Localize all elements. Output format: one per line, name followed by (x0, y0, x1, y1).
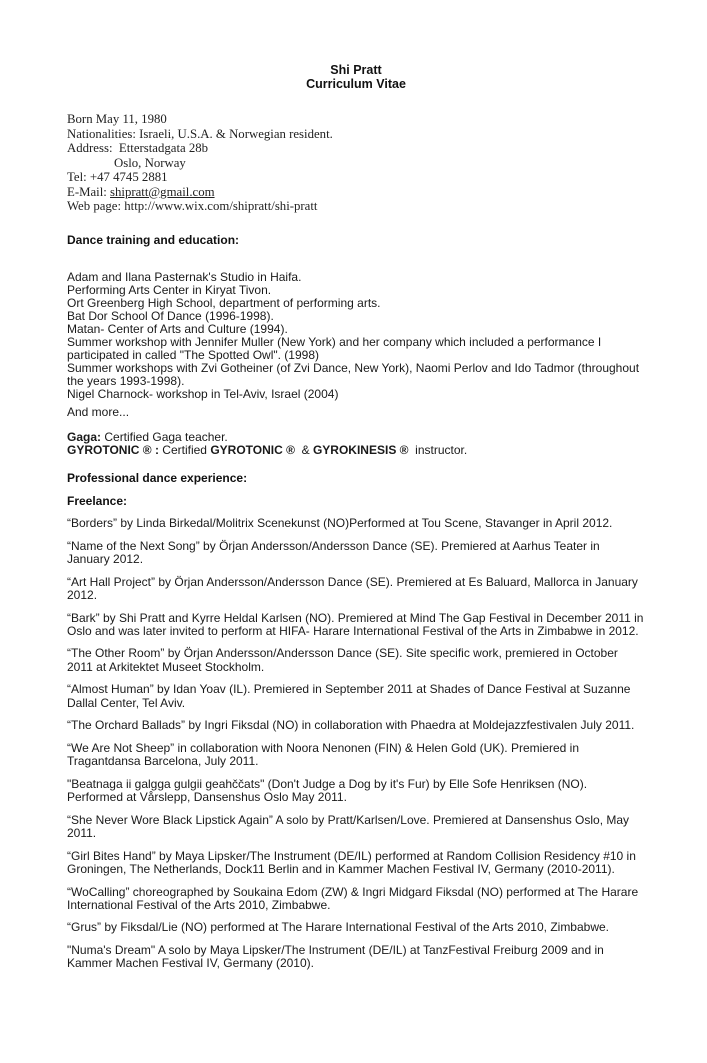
text-segment: GYROKINESIS ® (312, 442, 412, 457)
education-item: Performing Arts Center in Kiryat Tivon. (67, 282, 272, 297)
education-item: Ort Greenberg High School, department of performing arts. (67, 295, 381, 310)
email-link[interactable]: shipratt@gmail.com (110, 184, 215, 199)
nationalities-line: Nationalities: Israeli, U.S.A. & Norwegian resident. (67, 126, 333, 141)
freelance-subheading: Freelance: (67, 493, 128, 508)
text-segment: & (298, 442, 313, 457)
experience-item: “Girl Bites Hand” by Maya Lipsker/The Instrument (DE/IL) performed at Random Collision Residency #10 in Groningen, The Netherlands, Dock11 Berlin and in Kammer Machen Festival IV, Germany (2010-2011). (67, 848, 636, 876)
education-item: Nigel Charnock- workshop in Tel-Aviv, Israel (2004) (67, 386, 339, 401)
experience-item: “The Orchard Ballads” by Ingri Fiksdal (NO) in collaboration with Phaedra at Moldejazzfestivalen July 2011. (67, 718, 635, 733)
experience-item: “Almost Human” by Idan Yoav (IL). Premiered in September 2011 at Shades of Dance Festival at Suzanne Dallal Center, Tel Aviv. (67, 682, 631, 710)
education-item: Summer workshops with Zvi Gotheiner (of Zvi Dance, New York), Naomi Perlov and Ido Tadmor (throughout the years 1993-1998). (67, 360, 640, 388)
text-segment: Certified (162, 442, 211, 457)
section-heading-education: Dance training and education: (67, 232, 240, 247)
address-city-line: Oslo, Norway (114, 155, 186, 170)
certifications-block (67, 431, 645, 457)
gaga-text: Certified Gaga teacher. (101, 429, 228, 444)
text-segment: GYROTONIC ® : (67, 442, 163, 457)
experience-item: "Numa's Dream" A solo by Maya Lipsker/The Instrument (DE/IL) at TanzFestival Freiburg 2009 and in Kammer Machen Festival IV, Germany (2010). (67, 943, 604, 971)
web-line: Web page: http://www.wix.com/shipratt/shi-pratt (67, 199, 318, 213)
experience-item: “We Are Not Sheep” in collaboration with Noora Nenonen (FIN) & Helen Gold (UK). Premiered in Tragantdansa Barcelona, July 2011. (67, 740, 580, 769)
text-segment: instructor. (411, 442, 468, 457)
title-block (67, 63, 645, 91)
experience-item: “Grus” by Fiksdal/Lie (NO) performed at The Harare International Festival of the Arts 2010, Zimbabwe. (67, 920, 610, 935)
experience-item: “Name of the Next Song” by Örjan Andersson/Andersson Dance (SE). Premiered at Aarhus Teater in January 2012. (67, 538, 600, 566)
address-line: Address: Etterstadgata 28b (67, 141, 209, 155)
experience-item: “Bark” by Shi Pratt and Kyrre Heldal Karlsen (NO). Premiered at Mind The Gap Festival in December 2011 in Oslo and was later invited to perform at HIFA- Harare International Festival of the Arts in Zimbabwe in 2012. (67, 610, 644, 638)
experience-item: "Beatnaga ii galgga gulgii geahččats" (Don't Judge a Dog by it's Fur) by Elle Sofe Henriksen (NO). Performed at Vårslepp, Dansenshus Oslo May 2011. (67, 776, 588, 805)
email-line (67, 185, 645, 200)
gyrotonic-line (67, 444, 645, 457)
gaga-label: Gaga: (67, 429, 102, 444)
education-item: Summer workshop with Jennifer Muller (New York) and her company which included a performance I participated in called "The Spotted Owl". (1998) (67, 334, 602, 362)
contact-block (67, 112, 645, 214)
cv-subtitle: Curriculum Vitae (306, 77, 406, 91)
birth-line: Born May 11, 1980 (67, 112, 167, 126)
experience-item: “WoCalling” choreographed by Soukaina Edom (ZW) & Ingri Midgard Fiksdal (NO) performed at The Harare International Festival of the Arts 2010, Zimbabwe. (67, 884, 639, 912)
and-more-note: And more... (67, 404, 130, 419)
experience-item: “Borders” by Linda Birkedal/Molitrix Scenekunst (NO)Performed at Tou Scene, Stavanger in April 2012. (67, 516, 613, 530)
text-segment: GYROTONIC ® (210, 442, 299, 457)
section-heading-experience: Professional dance experience: (67, 470, 248, 485)
email-label: E-Mail: (67, 184, 111, 199)
experience-paragraphs (67, 517, 645, 971)
experience-item: “She Never Wore Black Lipstick Again” A solo by Pratt/Karlsen/Love. Premiered at Dansenshus Oslo, May 2011. (67, 812, 630, 840)
education-item: Matan- Center of Arts and Culture (1994). (67, 321, 288, 336)
education-item: Bat Dor School Of Dance (1996-1998). (67, 308, 274, 323)
page-title: Shi Pratt (330, 63, 382, 77)
tel-line: Tel: +47 4745 2881 (67, 170, 168, 184)
experience-item: “Art Hall Project” by Örjan Andersson/Andersson Dance (SE). Premiered at Es Baluard, Mallorca in January 2012. (67, 574, 638, 602)
cv-page (67, 63, 645, 971)
education-item: Adam and Ilana Pasternak's Studio in Haifa. (67, 269, 302, 284)
experience-item: “The Other Room” by Örjan Andersson/Andersson Dance (SE). Site specific work, premiered in October 2011 at Arkitektet Museet Stockholm. (67, 646, 618, 674)
education-list (67, 271, 645, 401)
